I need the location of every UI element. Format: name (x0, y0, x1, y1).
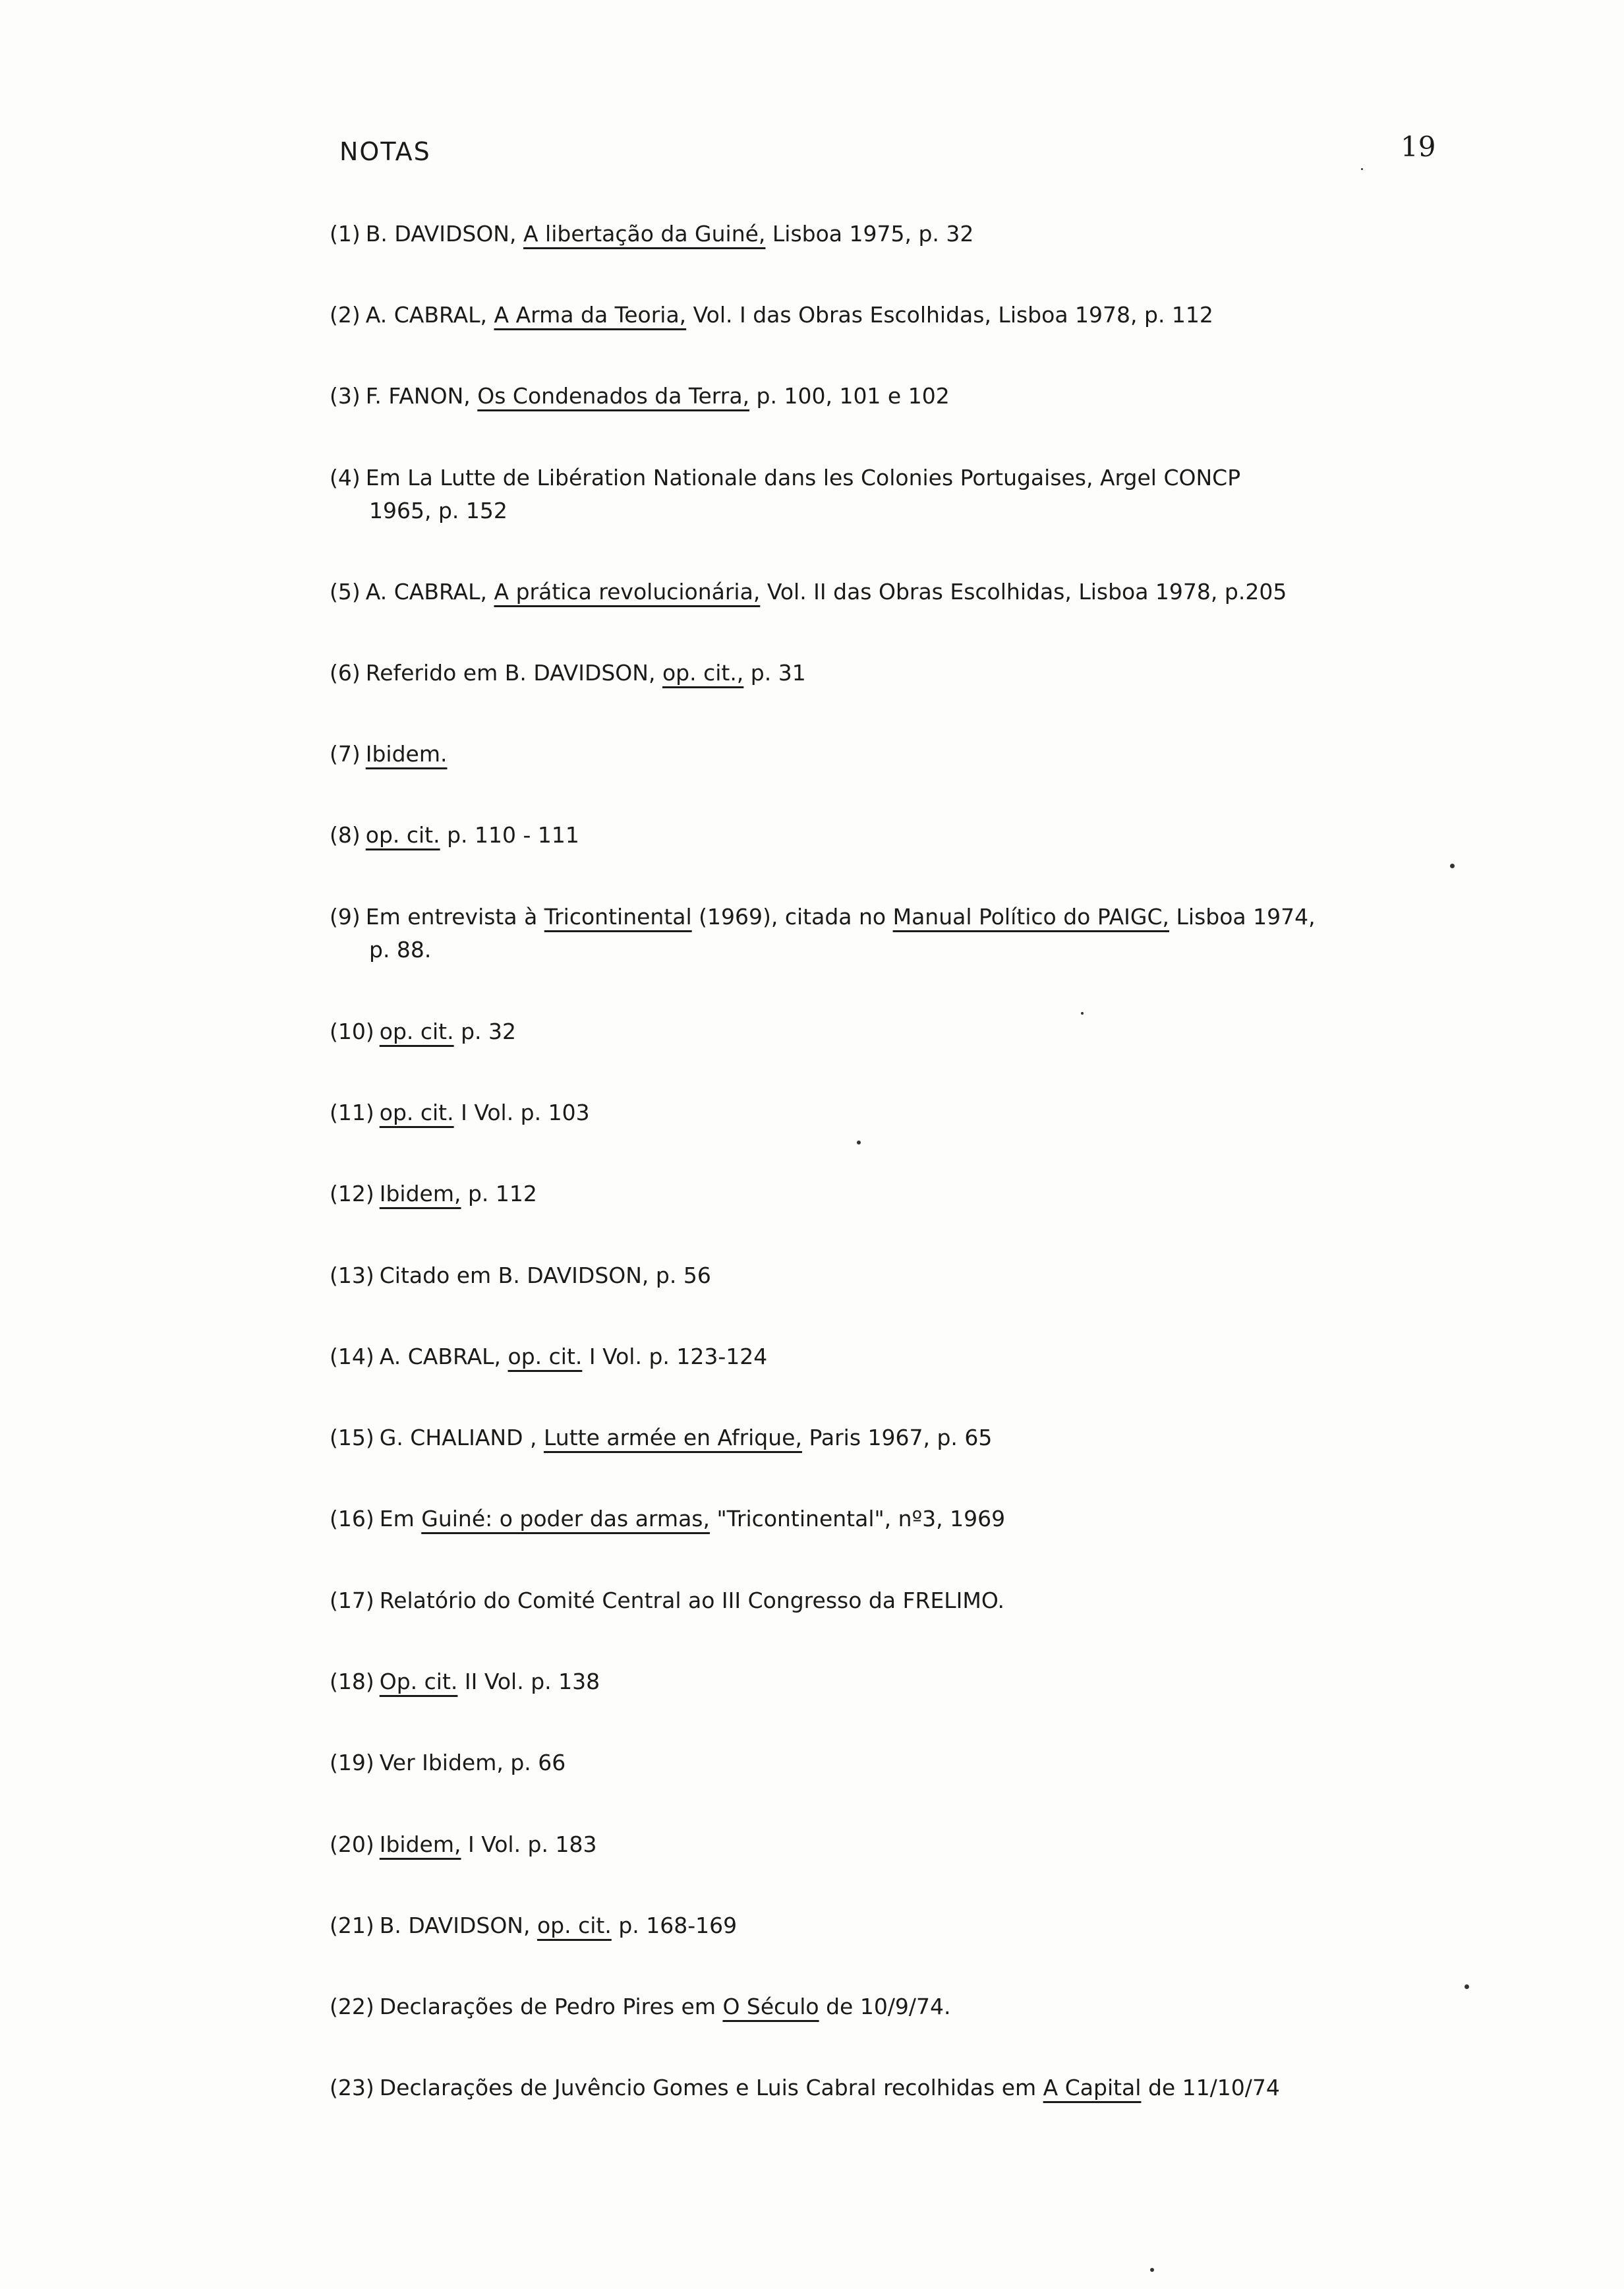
note-item (330, 1502, 1005, 1535)
note-citation-title: op. cit., (662, 660, 744, 686)
scan-speck (1450, 864, 1455, 868)
note-continuation: 1965, p. 152 (369, 498, 508, 523)
note-citation-title: op. cit. (379, 1019, 454, 1044)
note-text: I Vol. p. 103 (453, 1100, 590, 1125)
note-number: (21) (330, 1913, 374, 1938)
note-citation-title: A Arma da Teoria, (494, 302, 687, 328)
page-title: NOTAS (339, 137, 431, 166)
scan-speck (857, 1141, 861, 1144)
note-text: B. DAVIDSON, (379, 1913, 537, 1938)
note-text: p. 112 (461, 1181, 537, 1206)
note-text: A. CABRAL, (365, 579, 494, 605)
note-citation-title: O Século (722, 1994, 819, 2019)
note-item (330, 901, 1316, 966)
note-number: (8) (330, 822, 361, 848)
note-item (330, 1746, 566, 1779)
note-text: p. 32 (453, 1019, 517, 1044)
note-number: (20) (330, 1831, 374, 1857)
note-citation-title: Manual Político do PAIGC, (892, 904, 1170, 930)
note-item (330, 738, 447, 771)
note-citation-title: Ibidem. (365, 741, 448, 767)
note-citation-title: op. cit. (508, 1344, 583, 1369)
note-item (330, 1015, 516, 1048)
note-item (330, 1828, 596, 1861)
note-item (330, 1665, 600, 1698)
note-item (330, 819, 579, 852)
note-citation-title: op. cit. (379, 1100, 454, 1125)
note-text: "Tricontinental", nº3, 1969 (709, 1506, 1006, 1531)
note-text: Declarações de Juvêncio Gomes e Luis Cabral recolhidas em (379, 2075, 1043, 2100)
note-item (330, 576, 1287, 609)
note-text: G. CHALIAND , (379, 1425, 544, 1450)
note-number: (9) (330, 904, 361, 930)
note-item (330, 1909, 737, 1942)
note-number: (3) (330, 383, 361, 409)
note-citation-title: Op. cit. (379, 1669, 458, 1694)
note-text: B. DAVIDSON, (365, 221, 523, 247)
note-text: Paris 1967, p. 65 (801, 1425, 993, 1450)
note-text: Lisboa 1974, (1169, 904, 1316, 930)
note-text: Lisboa 1975, p. 32 (765, 221, 974, 247)
note-number: (5) (330, 579, 361, 605)
note-number: (19) (330, 1750, 374, 1775)
note-text: p. 168-169 (611, 1913, 738, 1938)
note-number: (18) (330, 1669, 374, 1694)
note-item (330, 2071, 1280, 2104)
note-citation-title: op. cit. (365, 822, 440, 848)
note-text: p. 31 (743, 660, 806, 686)
note-text: Declarações de Pedro Pires em (379, 1994, 723, 2019)
note-text: Em (379, 1506, 422, 1531)
note-number: (2) (330, 302, 361, 328)
scan-speck (1150, 2268, 1154, 2272)
note-citation-title: op. cit. (536, 1913, 612, 1938)
note-item (330, 1340, 767, 1373)
note-item (330, 1421, 992, 1454)
note-text: p. 110 - 111 (440, 822, 579, 848)
note-number: (16) (330, 1506, 374, 1531)
note-continuation: p. 88. (369, 937, 432, 963)
note-text: A. CABRAL, (379, 1344, 508, 1369)
note-item (330, 1990, 951, 2023)
note-number: (22) (330, 1994, 374, 2019)
note-number: (7) (330, 741, 361, 767)
note-number: (23) (330, 2075, 374, 2100)
note-item (330, 1259, 711, 1292)
note-text: Relatório do Comité Central ao III Congresso da FRELIMO. (379, 1588, 1005, 1613)
note-number: (4) (330, 465, 361, 490)
note-text: Referido em B. DAVIDSON, (365, 660, 662, 686)
note-text: I Vol. p. 183 (461, 1831, 597, 1857)
note-item (330, 218, 973, 251)
note-number: (15) (330, 1425, 374, 1450)
note-citation-title: A libertação da Guiné, (523, 221, 766, 247)
note-item (330, 299, 1213, 332)
note-item (330, 1177, 537, 1210)
note-text: A. CABRAL, (365, 302, 494, 328)
note-number: (10) (330, 1019, 374, 1044)
note-item (330, 461, 1240, 527)
note-item (330, 657, 806, 690)
scan-speck (1081, 1012, 1084, 1015)
note-number: (12) (330, 1181, 374, 1206)
note-number: (1) (330, 221, 361, 247)
note-text: Em entrevista à (365, 904, 544, 930)
note-text: p. 100, 101 e 102 (749, 383, 950, 409)
note-text: (1969), citada no (691, 904, 893, 930)
note-citation-title: Os Condenados da Terra, (477, 383, 750, 409)
note-text: Vol. II das Obras Escolhidas, Lisboa 1978, p.205 (760, 579, 1287, 605)
note-number: (17) (330, 1588, 374, 1613)
note-citation-title: Guiné: o poder das armas, (421, 1506, 710, 1531)
note-text: I Vol. p. 123-124 (582, 1344, 768, 1369)
page-number: 19 (1401, 131, 1436, 163)
note-number: (14) (330, 1344, 374, 1369)
note-text: Ver Ibidem, p. 66 (379, 1750, 566, 1775)
note-text: de 11/10/74 (1141, 2075, 1280, 2100)
note-number: (11) (330, 1100, 374, 1125)
note-text: de 10/9/74. (819, 1994, 951, 2019)
note-citation-title: Lutte armée en Afrique, (544, 1425, 802, 1450)
note-citation-title: Ibidem, (379, 1181, 461, 1206)
note-text: F. FANON, (365, 383, 478, 409)
note-number: (13) (330, 1263, 374, 1288)
note-citation-title: A Capital (1043, 2075, 1142, 2100)
note-text: Citado em B. DAVIDSON, p. 56 (379, 1263, 711, 1288)
note-item (330, 380, 950, 413)
note-text: II Vol. p. 138 (457, 1669, 600, 1694)
note-number: (6) (330, 660, 361, 686)
note-citation-title: A prática revolucionária, (494, 579, 761, 605)
scan-speck (1464, 1984, 1469, 1989)
note-text: Em La Lutte de Libération Nationale dans les Colonies Portugaises, Argel CONCP (365, 465, 1241, 490)
note-text: Vol. I das Obras Escolhidas, Lisboa 1978, p. 112 (686, 302, 1213, 328)
note-citation-title: Tricontinental (544, 904, 692, 930)
note-item (330, 1584, 1004, 1617)
note-item (330, 1096, 590, 1129)
note-citation-title: Ibidem, (379, 1831, 461, 1857)
scan-speck (1361, 168, 1363, 170)
